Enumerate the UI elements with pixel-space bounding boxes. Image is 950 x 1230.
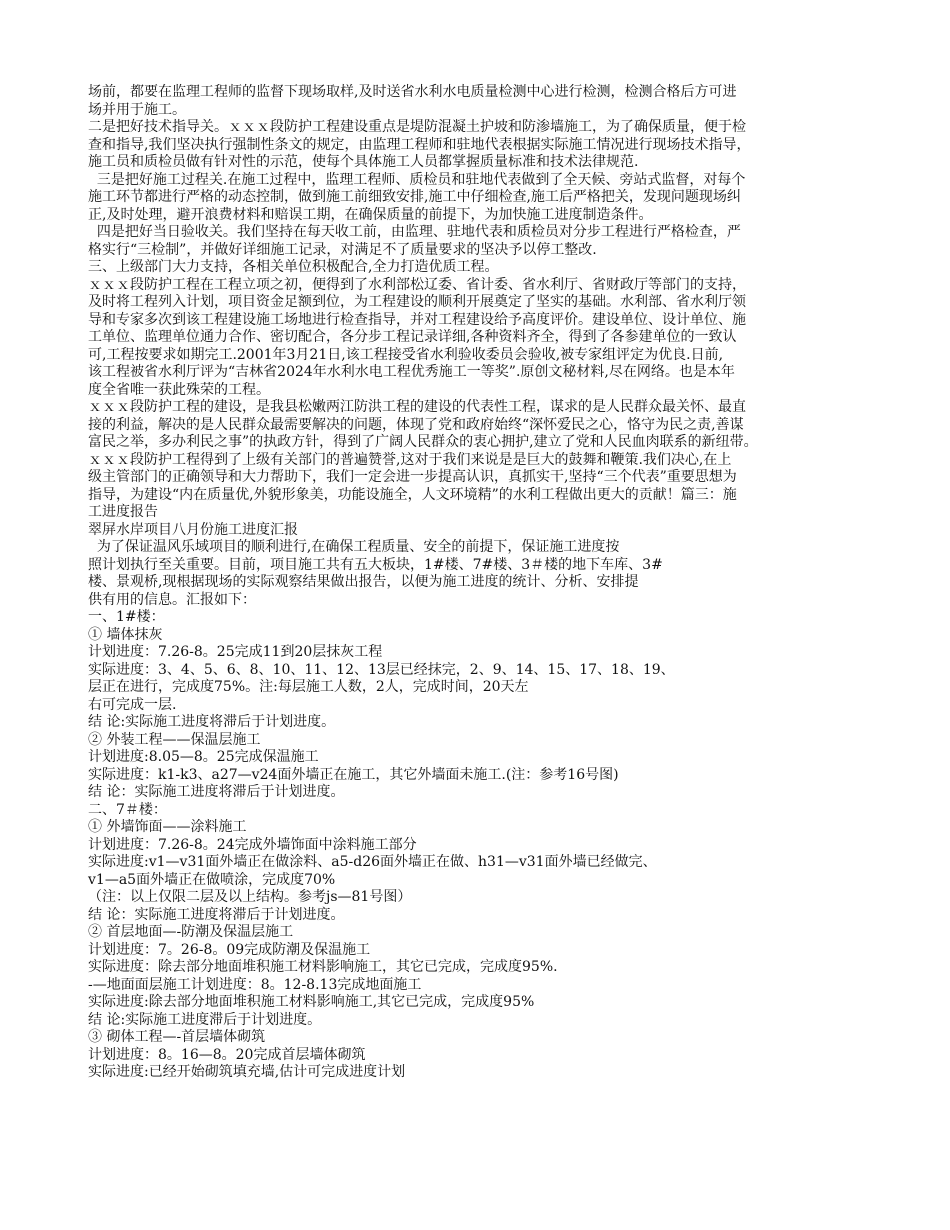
text-line: 场前，都要在监理工程师的监督下现场取样,及时送省水利水电质量检测中心进行检测，检测合格后方可进	[88, 84, 737, 100]
text-line: 接的利益，解决的是人民群众最需要解决的问题，体现了党和政府始终“深怀爱民之心，恪守为民之责,善谋	[88, 416, 744, 433]
text-line: （注：以上仅限二层及以上结构。参考js—81号图）	[88, 889, 412, 905]
text-line: ① 外墙饰面——涂料施工	[88, 819, 247, 835]
text-line: 实际进度：除去部分地面堆积施工材料影响施工，其它已完成，完成度95%.	[88, 959, 558, 975]
text-line: 计划进度：7.26-8。24完成外墙饰面中涂料施工部分	[88, 836, 417, 853]
text-line: ① 墙体抹灰	[88, 626, 163, 643]
text-line: 计划进度：8。16—8。20完成首层墙体砌筑	[88, 1046, 366, 1063]
text-line: 工进度报告	[88, 504, 158, 520]
text-line: 为了保证温风乐域项目的顺利进行,在确保工程质量、安全的前提下，保证施工进度按	[88, 539, 620, 555]
text-line: ③ 砌体工程—-首层墙体砌筑	[88, 1029, 266, 1045]
text-line: 供有用的信息。汇报如下：	[88, 591, 256, 608]
text-line: ｘｘｘ段防护工程得到了上级有关部门的普遍赞誉,这对于我们来说是是巨大的鼓舞和鞭策.我们决心,在上	[88, 451, 732, 468]
text-line: 计划进度：7。26-8。09完成防潮及保温施工	[88, 941, 371, 958]
text-line: 该工程被省水利厅评为“吉林省2024年水利水电工程优秀施工一等奖”.原创文秘材料,尽在网络。也是本年	[88, 364, 735, 380]
text-line: -—地面面层施工计划进度：8。12-8.13完成地面施工	[88, 976, 422, 993]
text-line: 二、7＃楼：	[88, 801, 167, 818]
text-line: 结 论:实际施工进度滞后于计划进度。	[88, 1011, 322, 1028]
text-line: 富民之举，多办利民之事”的执政方针，得到了广阔人民群众的衷心拥护,建立了党和人民血肉联系的新纽带。	[88, 434, 758, 450]
text-line: 度全省唯一获此殊荣的工程。	[88, 381, 270, 398]
text-line: 实际进度:已经开始砌筑填充墙,估计可完成进度计划	[88, 1064, 406, 1080]
document-body	[88, 84, 878, 1082]
text-line: 实际进度:除去部分地面堆积施工材料影响施工,其它已完成，完成度95%	[88, 994, 535, 1010]
text-line: 实际进度：3、4、5、6、8、10、11、12、13层已经抹完，2、9、14、15、17、18、19、	[88, 661, 675, 678]
text-line: 三、上级部门大力支持，各相关单位积极配合,全力打造优质工程。	[88, 259, 499, 275]
text-line: 正,及时处理，避开浪费材料和赔误工期，在确保质量的前提下，为加快施工进度制造条件。	[88, 206, 653, 223]
text-line: 计划进度：7.26-8。25完成11到20层抹灰工程	[88, 644, 383, 660]
text-line: 照计划执行至关重要。目前，项目施工共有五大板块，1#楼、7#楼、3＃楼的地下车库、3#	[88, 556, 663, 573]
text-line: 层正在进行，完成度75%。注:每层施工人数，2人，完成时间，20天左	[88, 679, 529, 695]
text-line: 实际进度：k1-k3、a27—v24面外墙正在施工，其它外墙面未施工.(注：参考16号图)	[88, 766, 619, 783]
text-line: 楼、景观桥,现根据现场的实际观察结果做出报告，以便为施工进度的统计、分析、安排提	[88, 574, 639, 590]
text-line: 场并用于施工。	[88, 101, 186, 118]
text-line: v1—a5面外墙正在做喷涂，完成度70%	[88, 871, 336, 888]
text-line: 三是把好施工过程关.在施工过程中，监理工程师、质检员和驻地代表做到了全天候、旁站式监督，对每个	[88, 171, 746, 188]
text-line: ② 外装工程——保温层施工	[88, 731, 261, 748]
text-line: 实际进度:v1—v31面外墙正在做涂料、a5-d26面外墙正在做、h31—v31面外墙已经做完、	[88, 854, 657, 870]
text-line: ｘｘｘ段防护工程在工程立项之初，便得到了水利部松辽委、省计委、省水利厅、省财政厅等部门的支持，	[88, 276, 746, 293]
text-line: 结 论:实际施工进度将滞后于计划进度。	[88, 714, 336, 730]
text-line: 级主管部门的正确领导和大力帮助下，我们一定会进一步提高认识，真抓实干,坚持“三个代表”重要思想为	[88, 469, 737, 485]
text-line: 四是把好当日验收关。我们坚持在每天收工前，由监理、驻地代表和质检员对分步工程进行严格检查，严	[88, 224, 741, 240]
text-line: 工单位、监理单位通力合作、密切配合，各分步工程记录详细,各种资料齐全，得到了各参建单位的一致认	[88, 329, 737, 345]
text-line: 及时将工程列入计划，项目资金足额到位，为工程建设的顺利开展奠定了坚实的基础。水利部、省水利厅领	[88, 294, 746, 310]
text-line: 二是把好技术指导关。ｘｘｘ段防护工程建设重点是堤防混凝土护坡和防渗墙施工，为了确保质量，便于检	[88, 119, 746, 135]
text-line: 施工员和质检员做有针对性的示范，使每个具体施工人员都掌握质量标准和技术法律规范.	[88, 154, 639, 170]
text-line: 施工环节都进行严格的动态控制，做到施工前细致安排,施工中仔细检查,施工后严格把关，发现问题现场纠	[88, 189, 741, 205]
text-line: 查和指导,我们坚决执行强制性条文的规定，由监理工程师和驻地代表根据实际施工情况进行现场技术指导，	[88, 136, 751, 153]
text-line: 右可完成一层.	[88, 696, 177, 713]
text-line: 一、1#楼：	[88, 609, 165, 625]
text-line: 结 论：实际施工进度将滞后于计划进度。	[88, 784, 345, 800]
text-line: 可,工程按要求如期完工.2001年3月21日,该工程接受省水利验收委员会验收,被专家组评定为优良.日前,	[88, 346, 724, 363]
text-line: 计划进度:8.05—8。25完成保温施工	[88, 749, 319, 765]
text-line: 结 论：实际施工进度将滞后于计划进度。	[88, 906, 345, 923]
text-line: 翠屏水岸项目八月份施工进度汇报	[88, 521, 298, 538]
text-line: 指导，为建设“内在质量优,外貌形象美，功能设施全，人文环境精”的水利工程做出更大的贡献！篇三：施	[88, 486, 737, 503]
text-line: 导和专家多次到该工程建设施工场地进行检查指导，并对工程建设给予高度评价。建设单位、设计单位、施	[88, 311, 746, 328]
text-line: 格实行“三检制”，并做好详细施工记录，对满足不了质量要求的坚决予以停工整改.	[88, 241, 597, 258]
text-line: ｘｘｘ段防护工程的建设，是我县松嫩两江防洪工程的建设的代表性工程，谋求的是人民群众最关怀、最直	[88, 399, 746, 415]
text-line: ② 首层地面—-防潮及保温层施工	[88, 924, 294, 940]
